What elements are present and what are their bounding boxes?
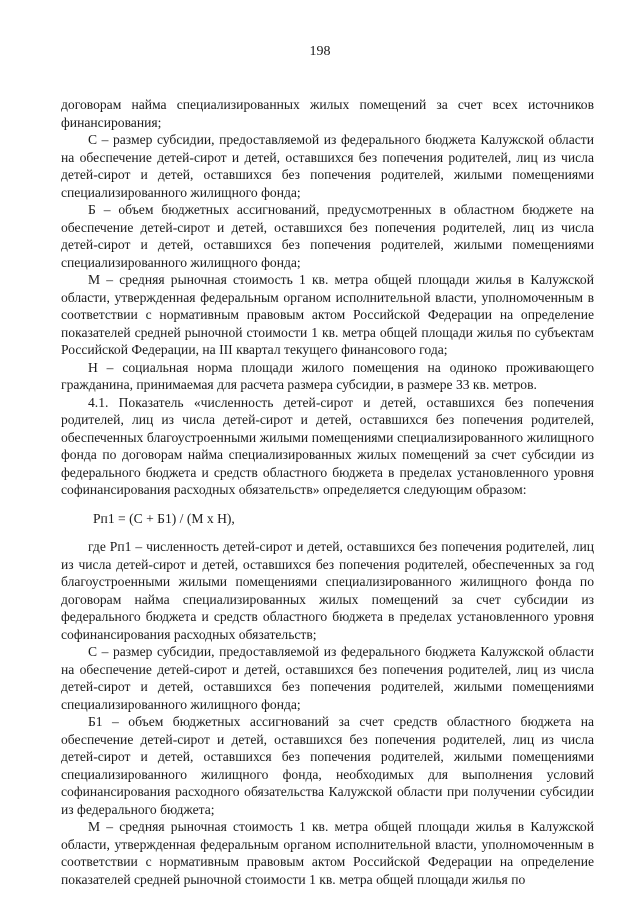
paragraph-definition-b: Б – объем бюджетных ассигнований, предусмотренных в областном бюджете на обеспечение детей-сирот и детей, оставшихся без попечения родителей, лиц из числа детей-сирот и детей, оставшихся без попечения родителей, жилыми помещениями специализированного жилищного фонда; xyxy=(61,202,594,270)
paragraph-definition-b1: Б1 – объем бюджетных ассигнований за счет средств областного бюджета на обеспечение детей-сирот и детей, оставшихся без попечения родителей, лиц из числа детей-сирот и детей, оставшихся без попечения родителей, жилыми помещениями специализированного жилищного фонда, необходимых для выполнения условий софинансирования расходного обязательства Калужской области при получении субсидии из федерального бюджета; xyxy=(61,714,594,817)
paragraph-indicator-4-1: 4.1. Показатель «численность детей-сирот и детей, оставшихся без попечения родителей, лиц из числа детей-сирот и детей, оставшихся без попечения родителей, обеспеченных благоустроенными жилыми помещениями специализированного жилищного фонда по договорам найма специализированных жилых помещений за счет субсидии из федерального бюджета и средств областного бюджета в пределах установленного уровня софинансирования расходных обязательств» определяется следующим образом: xyxy=(61,394,594,497)
paragraph-definition-m-2: М – средняя рыночная стоимость 1 кв. метра общей площади жилья в Калужской области, утвержденная федеральным органом исполнительной власти, уполномоченным в соответствии с нормативным правовым актом Российской Федерации на определение показателей средней рыночной стоимости 1 кв. метра общей площади жилья по xyxy=(61,819,594,887)
document-body xyxy=(61,96,594,888)
paragraph-definition-c: С – размер субсидии, предоставляемой из федерального бюджета Калужской области на обеспечение детей-сирот и детей, оставшихся без попечения родителей, лиц из числа детей-сирот и детей, оставшихся без попечения родителей, жилыми помещениями специализированного жилищного фонда; xyxy=(61,132,594,200)
page-number: 198 xyxy=(309,44,331,59)
paragraph-definition-rp1: где Рп1 – численность детей-сирот и детей, оставшихся без попечения родителей, лиц из числа детей-сирот и детей, оставшихся без попечения родителей, обеспеченных за год благоустроенными жилыми помещениями специализированного жилищного фонда по договорам найма специализированных жилых помещений за счет субсидии из федерального бюджета и средств областного бюджета в пределах установленного уровня софинансирования расходных обязательств; xyxy=(61,539,594,642)
paragraph-definition-m: М – средняя рыночная стоимость 1 кв. метра общей площади жилья в Калужской области, утвержденная федеральным органом исполнительной власти, уполномоченным в соответствии с нормативным правовым актом Российской Федерации на определение показателей средней рыночной стоимости 1 кв. метра общей площади жилья по субъектам Российской Федерации, на III квартал текущего финансового года; xyxy=(61,272,594,357)
paragraph-definition-c-2: С – размер субсидии, предоставляемой из федерального бюджета Калужской области на обеспечение детей-сирот и детей, оставшихся без попечения родителей, лиц из числа детей-сирот и детей, оставшихся без попечения родителей, жилыми помещениями специализированного жилищного фонда; xyxy=(61,644,594,712)
paragraph-continuation: договорам найма специализированных жилых помещений за счет всех источников финансирования; xyxy=(61,97,594,130)
paragraph-definition-n: Н – социальная норма площади жилого помещения на одиноко проживающего гражданина, принимаемая для расчета размера субсидии, в размере 33 кв. метров. xyxy=(61,359,594,392)
formula: Рп1 = (С + Б1) / (М х Н), xyxy=(93,510,235,526)
